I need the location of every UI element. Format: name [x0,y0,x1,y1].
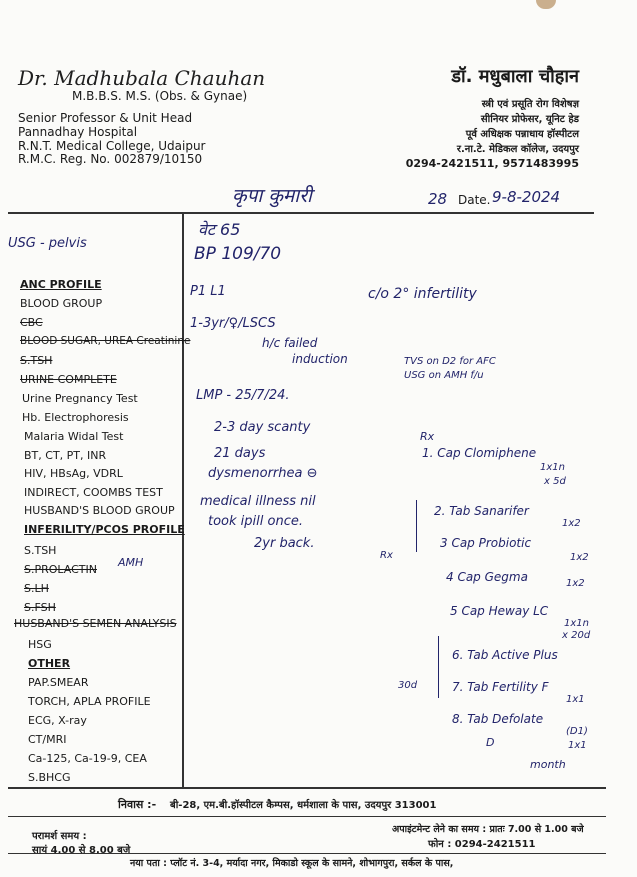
rx-bracket-2 [438,636,439,698]
appointment-time: अपाइंटमेन्ट लेने का समय : प्रातः 7.00 से 1.00 बजे [392,824,584,835]
hindi-hospital: पूर्व अधिक्षक पन्नाधाय हॉस्पीटल [465,129,579,140]
sidebar-divider [182,213,184,787]
doctor-name-english: Dr. Madhubala Chauhan [18,66,266,90]
sidebar-item: Urine Pregnancy Test [22,392,138,405]
date-value: 9-8-2024 [492,188,561,206]
med-4: 4 Cap Gegma [446,570,528,584]
rx-bracket-1 [416,500,417,552]
med-3-dose: 1x2 [570,552,589,563]
sidebar-item: S.PROLACTIN [24,563,97,576]
sidebar-item: S.TSH [24,544,57,557]
residence-address: बी-28, एम.बी.हॉस्पीटल कैम्पस, धर्मशाला के पास, उदयपुर 313001 [170,800,437,811]
med-2: 2. Tab Sanarifer [434,504,529,518]
sidebar-item: BT, CT, PT, INR [24,449,107,462]
advice-note-2: USG on AMH f/u [404,370,484,381]
sidebar-item: Ca-125, Ca-19-9, CEA [28,752,147,765]
rx-symbol: Rx [420,430,435,443]
med-1-dose: 1x1n [540,462,565,473]
hindi-designation: सीनियर प्रोफेसर, यूनिट हेड [480,114,579,125]
amh-note: AMH [118,556,144,569]
med-1: 1. Cap Clomiphene [422,446,537,460]
lscs-reason-2: induction [292,352,348,366]
med-2-dose: 1x2 [562,518,581,529]
med-5-duration: x 20d [562,630,591,641]
infertility-profile-heading: INFERILITY/PCOS PROFILE [24,523,185,536]
date-label: Date. [458,193,491,207]
flow-note: 2-3 day scanty [214,420,311,435]
sidebar-item: Hb. Electrophoresis [22,411,129,424]
patient-name: कृपा कुमारी [232,185,312,207]
phone-numbers: 0294-2421511, 9571483995 [405,157,579,170]
sidebar-item: Malaria Widal Test [24,430,124,443]
lmp-note: LMP - 25/7/24. [196,388,290,403]
med-6: 6. Tab Active Plus [452,648,558,662]
med-8-duration: month [530,758,566,771]
sidebar-item: HIV, HBsAg, VDRL [24,467,123,480]
clinic-phone: फोन : 0294-2421511 [428,839,536,850]
dysmenorrhea-note: dysmenorrhea ⊖ [208,466,318,481]
medical-history-2: took ipill once. [208,514,303,529]
sidebar-item: ECG, X-ray [28,714,87,727]
med-5-dose: 1x1n [564,618,589,629]
sidebar-item: BLOOD SUGAR, UREA Creatinine [20,335,191,347]
med-4-dose: 1x2 [566,578,585,589]
hindi-specialty: स्त्री एवं प्रसूति रोग विशेषज्ञ [481,99,579,110]
sidebar-item: BLOOD GROUP [20,297,103,310]
lscs-reason-1: h/c failed [262,336,318,350]
sidebar-item: S.LH [24,582,49,595]
sidebar-item: S.FSH [24,601,56,614]
doctor-designation: Senior Professor & Unit Head [18,111,193,125]
med-8: 8. Tab Defolate [452,712,544,726]
sidebar-item: PAP.SMEAR [28,676,89,689]
lscs-note: 1-3yr/♀/LSCS [190,316,276,331]
med-5: 5 Cap Heway LC [450,604,549,618]
sidebar-item: HUSBAND'S BLOOD GROUP [24,504,175,517]
side-marker-rx: Rx [380,550,393,561]
med-1-duration: x 5d [544,476,566,487]
sidebar-item: CBC [20,316,43,329]
circled-marker: D [486,736,495,749]
doctor-name-hindi: डॉ. मधुबाला चौहान [451,66,579,87]
sidebar-item: CT/MRI [28,733,67,746]
hospital-name: Pannadhay Hospital [18,125,138,139]
medical-history-3: 2yr back. [254,536,315,551]
sidebar-item: TORCH, APLA PROFILE [28,695,151,708]
footer-divider-top [8,787,606,789]
sidebar-item: URINE COMPLETE [20,373,117,386]
consult-label: परामर्श समय : [32,831,87,842]
other-heading: OTHER [28,657,71,670]
new-address: नया पता : प्लॉट नं. 3-4, मर्यादा नगर, मिकाडो स्कूल के सामने, शोभागपुरा, सर्कल के पास, [130,858,454,869]
footer-divider-middle [8,816,606,817]
medical-history-1: medical illness nil [200,494,316,509]
sidebar-item: S.TSH [20,354,53,367]
sidebar-item: HUSBAND'S SEMEN ANALYSIS [14,617,177,630]
side-marker-duration: 30d [398,680,418,691]
hindi-college: र.ना.टे. मेडिकल कॉलेज, उदयपुर [456,144,579,155]
stain-mark [536,0,556,9]
med-3: 3 Cap Probiotic [440,536,532,550]
complaint-note: c/o 2° infertility [368,286,477,302]
sidebar-item: S.BHCG [28,771,71,784]
advice-note-1: TVS on D2 for AFC [404,356,496,367]
college-name: R.N.T. Medical College, Udaipur [18,139,206,153]
bp-note: BP 109/70 [194,244,282,264]
med-7-dose: 1x1 [566,694,585,705]
sidebar-item: INDIRECT, COOMBS TEST [24,486,163,499]
doctor-qualifications: M.B.B.S. M.S. (Obs. & Gynae) [72,89,248,103]
residence-label: निवास :- [118,798,157,811]
med-7: 7. Tab Fertility F [452,680,549,694]
sidebar-item: HSG [28,638,52,651]
consult-time: सायं 4.00 से 8.00 बजे [32,845,131,856]
anc-profile-heading: ANC PROFILE [20,278,102,291]
cycle-note: 21 days [214,446,266,461]
patient-age: 28 [428,190,448,208]
registration-number: R.M.C. Reg. No. 002879/10150 [18,152,203,166]
header-divider [8,212,594,214]
parity-note: P1 L1 [190,284,226,299]
med-8-day: (D1) [566,726,588,737]
weight-note: वेट 65 [198,220,241,239]
med-8-dose: 1x1 [568,740,587,751]
usg-note: USG - pelvis [8,236,87,251]
